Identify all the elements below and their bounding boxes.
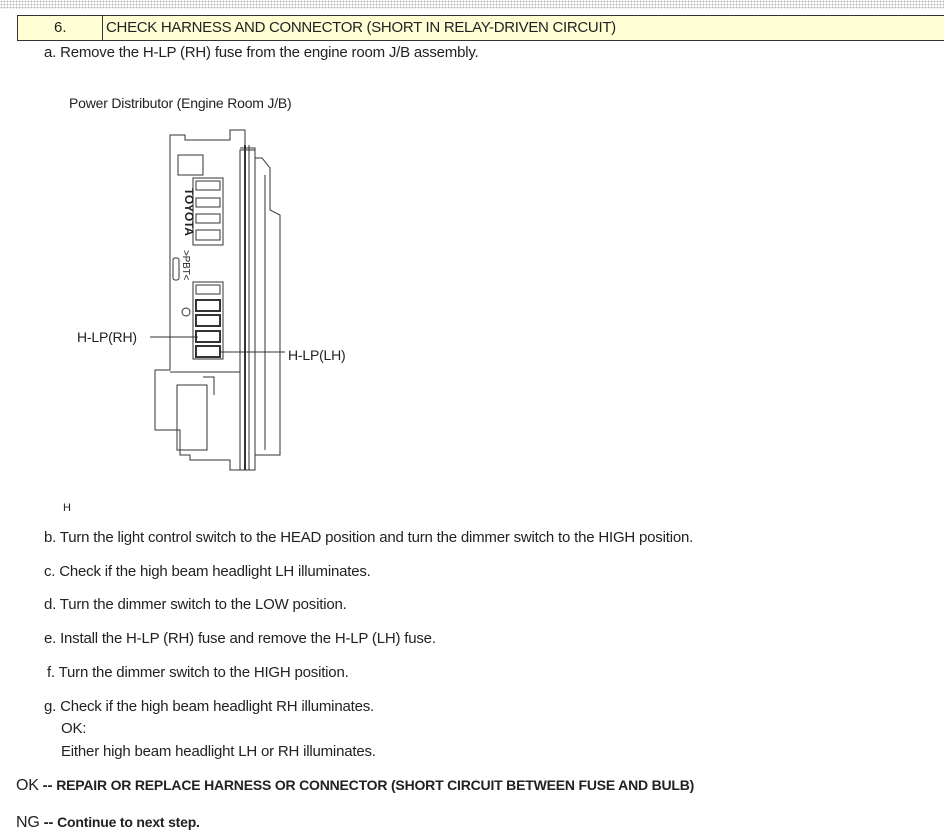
- step-a: a. Remove the H-LP (RH) fuse from the engine room J/B assembly.: [44, 44, 479, 61]
- ng-key: NG: [16, 814, 40, 831]
- step-b: b. Turn the light control switch to the HEAD position and turn the dimmer switch to the HIGH position.: [44, 529, 694, 546]
- step-g: g. Check if the high beam headlight RH illuminates.: [44, 698, 374, 715]
- ok-label: OK:: [61, 720, 87, 737]
- step-e: e. Install the H-LP (RH) fuse and remove the H-LP (LH) fuse.: [44, 630, 436, 647]
- step-c: c. Check if the high beam headlight LH illuminates.: [44, 563, 371, 580]
- brand-label: TOYOTA: [182, 188, 196, 236]
- ng-separator: --: [39, 814, 58, 831]
- step-title: CHECK HARNESS AND CONNECTOR (SHORT IN RELAY-DRIVEN CIRCUIT): [106, 19, 616, 36]
- figure-id: H: [63, 502, 71, 514]
- ok-key: OK: [16, 777, 39, 794]
- result-ok: [16, 777, 694, 795]
- step-number: 6.: [18, 16, 103, 40]
- step-f: f. Turn the dimmer switch to the HIGH position.: [47, 664, 349, 681]
- material-label: >PBT<: [180, 250, 191, 281]
- ok-action: REPAIR OR REPLACE HARNESS OR CONNECTOR (SHORT CIRCUIT BETWEEN FUSE AND BULB): [56, 777, 695, 793]
- ng-action: Continue to next step.: [57, 814, 200, 830]
- ok-criteria: Either high beam headlight LH or RH illuminates.: [61, 743, 376, 760]
- step-d: d. Turn the dimmer switch to the LOW position.: [44, 596, 347, 613]
- figure-caption: Power Distributor (Engine Room J/B): [69, 95, 292, 111]
- label-hlp-lh: H-LP(LH): [288, 347, 346, 363]
- result-ng: [16, 814, 200, 832]
- ok-separator: --: [38, 777, 57, 794]
- label-hlp-rh: H-LP(RH): [77, 329, 137, 345]
